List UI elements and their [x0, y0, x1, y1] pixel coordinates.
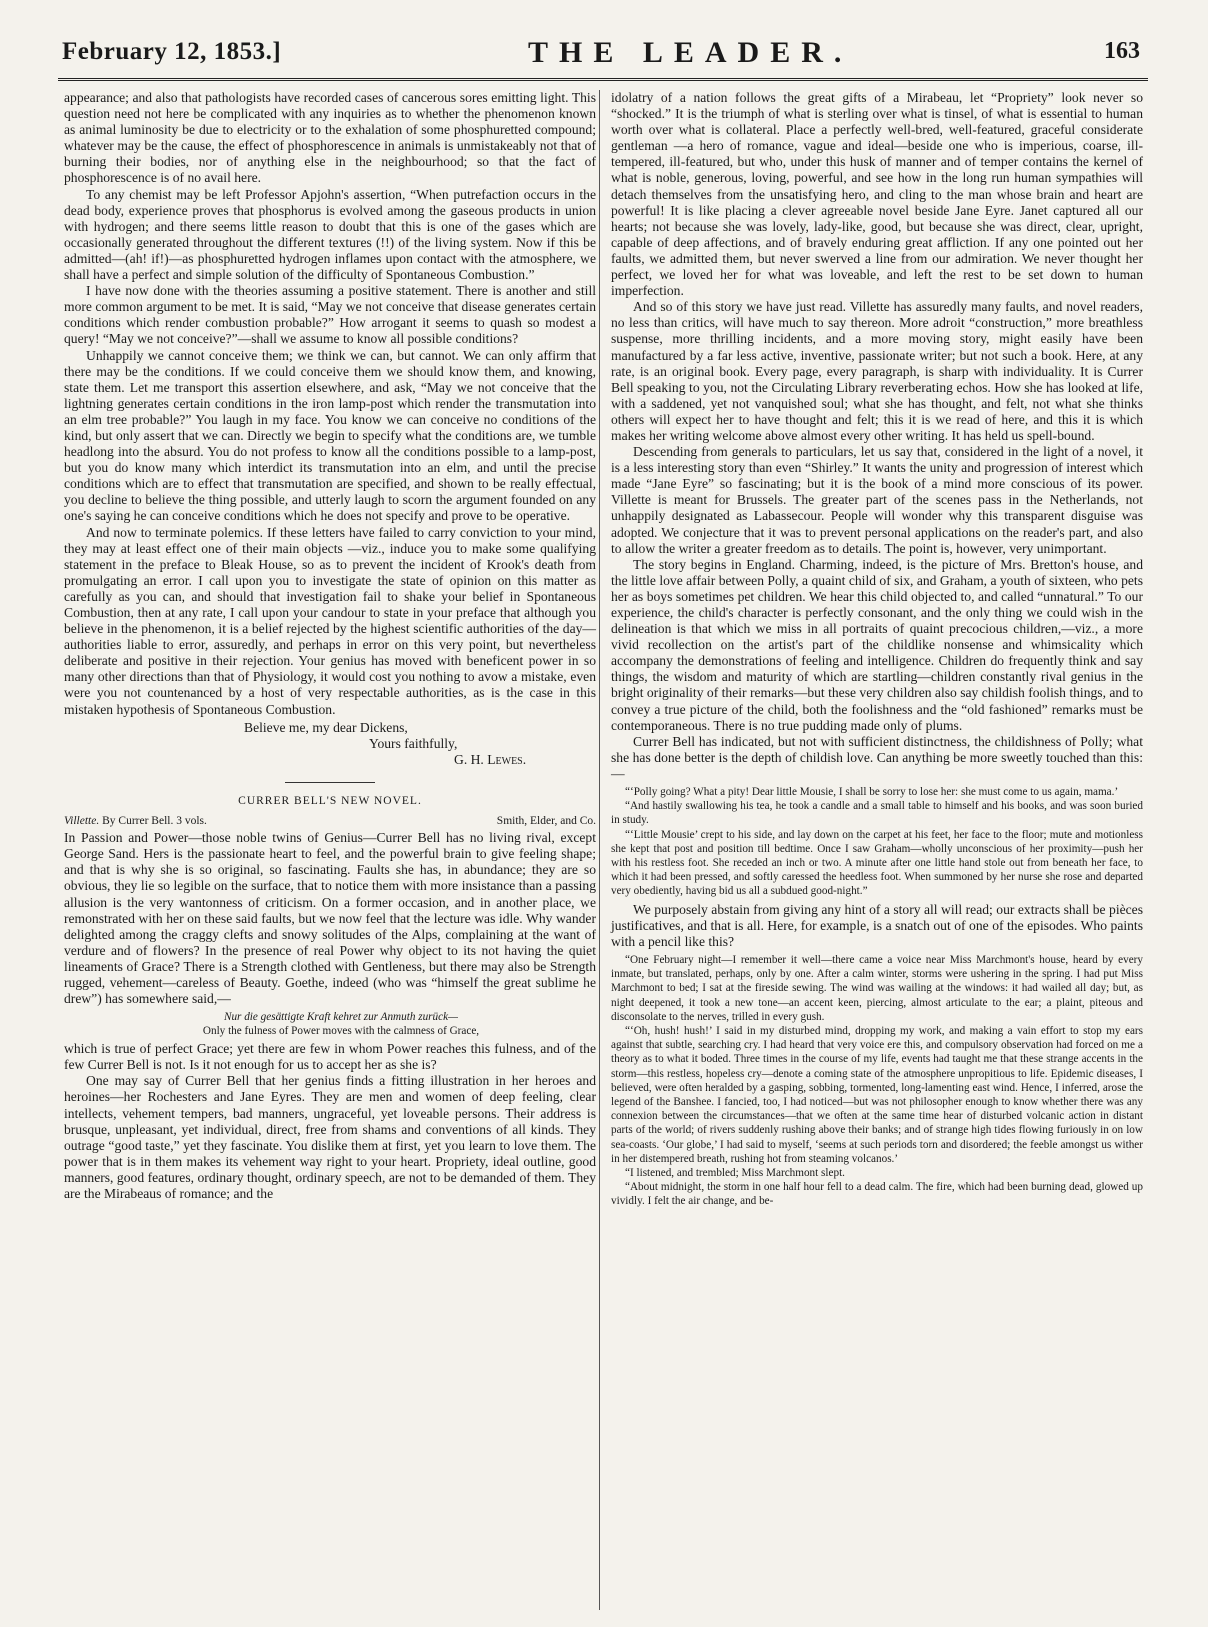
review-paragraph: Descending from generals to particulars, let us say that, considered in the light of a novel, it is a less interesting story than even “Shirley.” It wants the unity and progression of interest which made “Jane Eyre” so fascinating; but it is the book of a mind more conscious of its power. Villette is meant for Brussels. The greater part of the scenes pass in the Netherlands, not unhappily designated as Labassecour. People will wonder why this transparent disguise was adopted. We conjecture that it was to prevent personal applications on the reader's part, and also to allow the writer a greater freedom as to details. The point is, however, very unimportant. [611, 444, 1143, 556]
book-title: Villette. [64, 815, 100, 828]
masthead-rule [58, 78, 1148, 81]
review-paragraph: which is true of perfect Grace; yet there are few in whom Power reaches this fulness, and of the few Currer Bell is not. Is it not enough for us to accept her as she is? [64, 1041, 596, 1073]
left-column [64, 90, 596, 1202]
column-divider [599, 90, 600, 1610]
excerpt-paragraph: “‘Little Mousie’ crept to his side, and lay down on the carpet at his feet, her face to the floor; mute and motionless she kept that post and position till bedtime. Once I saw Graham—wholly unconscious of her proximity—push her with his restless foot. She receded an inch or two. A minute after one little hand stole out from beneath her face, to which it had been pressed, and softly caressed the heedless foot. When summoned by her nurse she rose and departed very obediently, having bid us all a subdued good-night.” [611, 828, 1143, 898]
excerpt-paragraph: “One February night—I remember it well—there came a voice near Miss Marchmont's house, heard by every inmate, but translated, perhaps, only by one. After a calm winter, storms were ushering in the spring. I had put Miss Marchmont to bed; I sat at the fireside sewing. The wind was wailing at the windows: it had wailed all day; but, as night deepened, it took a new tone—an accent keen, piercing, almost articulate to the ear; a plaint, piteous and disconsolate to the nerves, trilled in every gush. [611, 953, 1143, 1023]
review-paragraph: One may say of Currer Bell that her genius finds a fitting illustration in her heroes and heroines—her Rochesters and Jane Eyres. They are men and women of deep feeling, clear intellects, vehement tempers, bad manners, ungraceful, yet loveable persons. Their address is brusque, unpleasant, yet individual, direct, free from shams and conventions of all kinds. They outrage “good taste,” yet they fascinate. You dislike them at first, yet you learn to love them. The power that is in them makes its vehement way right to your heart. Propriety, ideal outline, good manners, good features, ordinary thought, ordinary speech, are not to be demanded of them. They are the Mirabeaus of romance; and the [64, 1073, 596, 1201]
publisher: Smith, Elder, and Co. [496, 815, 596, 828]
closing-line: Believe me, my dear Dickens, [244, 719, 408, 735]
review-paragraph: The story begins in England. Charming, indeed, is the picture of Mrs. Bretton's house, and the little love affair between Polly, a quaint child of six, and Graham, a youth of sixteen, who pets her as boys sometimes pet children. We hear this child objected to, and called “unnatural.” To our experience, the child's character is perfectly consonant, and the only thing we could wish in the delineation is that which we miss in all portraits of quaint precocious children,—viz., a more vivid recollection on the artist's part of the childlike nonsense and whimsicality which accompany the demonstrations of feeling and intelligence. Children do frequently think and say things, the wisdom and maturity of which are startling—children constantly rival genius in the bright originality of their remarks—but these very children also say childish foolish things, and to convey a true picture of the child, both the foolishness and the “old fashioned” remarks must be contemporaneous. There is no true pudding made only of plums. [611, 556, 1143, 733]
issue-date: February 12, 1853.] [62, 38, 282, 65]
excerpt-paragraph: “I listened, and trembled; Miss Marchmont slept. [625, 1166, 845, 1179]
book-info: By Currer Bell. 3 vols. [102, 815, 207, 828]
article-paragraph: Unhappily we cannot conceive them; we think we can, but cannot. We can only affirm that there may be the conditions. If we could conceive them we should know them, and knowing, state them. Let me transport this assertion elsewhere, and ask, “May we not conceive that the lightning generates certain conditions in the iron lamp-post which render the transmutation into an elm tree probable?” You laugh in my face. You know we can conceive no conditions of the kind, but only assert that we can. Directly we begin to specify what the conditions are, we tumble headlong into the absurd. You do not profess to know all the conditions possible to a lamp-post, but you do know many which interdict its transmutation into an elm, and until the precise conditions which are to effect that transmutation are specified, and shown to be really effectual, you decline to believe the thing possible, and utterly laugh to scorn the argument founded on any one's saying he can conceive conditions which he does not specify and prove to be operative. [64, 347, 596, 524]
excerpt-paragraph: “‘Oh, hush! hush!’ I said in my disturbed mind, dropping my work, and making a vain effort to stop my ears against that subtle, searching cry. I had heard that very voice ere this, and compulsory observation had forced on me a theory as to what it boded. Three times in the course of my life, events had taught me that these strange accents in the storm—this restless, hopeless cry—denote a coming state of the atmosphere unpropitious to life. Epidemic diseases, I believed, were often heralded by a gasping, sobbing, tormented, long-lamenting east wind. Hence, I inferred, arose the legend of the Banshee. I fancied, too, I had noticed—but was not philosopher enough to know whether there was any connexion between the circumstances—that we often at the same time hear of disturbed volcanic action in distant parts of the world; of rivers suddenly rushing above their banks; and of strange high tides flowing furiously in on low sea-coasts. ‘Our globe,’ I had said to myself, ‘seems at such periods torn and disordered; the feeble amongst us wither in her distempered breath, rushing hot from steaming volcanos.’ [611, 1024, 1143, 1165]
closing-line-2: Yours faithfully, [369, 735, 458, 751]
review-paragraph: idolatry of a nation follows the great gifts of a Mirabeau, let “Propriety” look never so “shocked.” It is the triumph of what is sterling over what is tinsel, of what is essential to human worth over what is collateral. Place a perfectly well-bred, well-featured, graceful considerate gentleman —a hero of romance, vague and ideal—beside one who is imperious, coarse, ill-tempered, ill-featured, but who, under this husk of manner and of temper contains the kernel of what is noble, generous, loving, powerful, and see how in the long run human sympathies will detach themselves from the unsatisfying hero, and cling to the man whose brain and heart are powerful! It is like placing a clever agreeable novel beside Jane Eyre. Janet captured all our hearts; not because she was lovely, lady-like, good, but because she was direct, clear, upright, capable of deep affections, and of bravely enduring great affliction. If any one pointed out her faults, we admitted them, but never swerved a line from our admiration. We never thought her perfect, we loved her for what was loveable, and left the rest to be set down to human imperfection. [611, 90, 1143, 299]
review-paragraph: And so of this story we have just read. Villette has assuredly many faults, and novel readers, no less than critics, will have much to say thereon. More adroit “construction,” more breathless suspense, more thrilling incidents, and a more moving story, might easily have been manufactured by a far less active, inventive, passionate writer; but not such a book. Here, at any rate, is an original book. Every page, every paragraph, is sharp with individuality. It is Currer Bell speaking to you, not the Circulating Library reverberating echos. How she has looked at life, with a saddened, yet not vanquished soul; what she has thought, and felt, not what she thinks others will expect her to have thought and felt; this it is we read of here, and this it is which makes her writing welcome above almost every other writing. It has held us spell-bound. [611, 299, 1143, 443]
letter-signoff [64, 720, 596, 768]
excerpt-paragraph: “About midnight, the storm in one half hour fell to a dead calm. The fire, which had been burning dead, glowed up vividly. I felt the air change, and be- [611, 1181, 1143, 1208]
review-paragraph: In Passion and Power—those noble twins of Genius—Currer Bell has no living rival, except George Sand. Hers is the passionate heart to feel, and the powerful brain to give feeling shape; and that is why she is so original, so fascinating. Faults she has, in abundance; they are so obvious, they lie so legible on the surface, that to notice them with more insistance than a passing allusion is the very wantonness of criticism. On a former occasion, and in another place, we remonstrated with her on these said faults, but we now feel that the lecture was idle. Why wander delighted among the craggy clefts and snowy solitudes of the Alps, complaining at the want of verdure and of flowers? In the presence of real Power why object to its not having the quiet lineaments of Grace? There is a Strength clothed with Gentleness, but there may also be Strength rugged, vehement—careless of Beauty. Goethe, indeed (who was “himself the great sublime he drew”) has somewhere said,— [64, 830, 596, 1007]
book-byline [64, 813, 596, 829]
review-paragraph: We purposely abstain from giving any hint of a story all will read; our extracts shall be pièces justificatives, and that is all. Here, for example, is a snatch out of one of the episodes. Who paints with a pencil like this? [611, 901, 1143, 949]
article-paragraph: appearance; and also that pathologists have recorded cases of cancerous sores emitting light. This question need not here be complicated with any inquiries as to whether the phenomenon known as animal luminosity be due to electricity or to the exhalation of some phosphuretted compound; whatever may be the cause, the effect of phosphorescence in animals is unmistakeably not that of burning their bodies, nor of anything else in the neighbourhood; so that the fact of phosphorescence is of no avail here. [64, 90, 596, 186]
article-paragraph: To any chemist may be left Professor Apjohn's assertion, “When putrefaction occurs in the dead body, experience proves that phosphorus is evolved among the gaseous products in union with hydrogen; and there seems little reason to doubt that this is one of the gases which are occasionally generated throughout the different textures (!!) of the living system. Now if this be admitted—(ah! if!)—as phosphuretted hydrogen inflames upon contact with the atmosphere, we shall have a perfect and simple solution of the difficulty of Spontaneous Combustion.” [64, 186, 596, 283]
verse-english: Only the fulness of Power moves with the calmness of Grace, [202, 1025, 480, 1038]
signature: G. H. Lewes. [454, 751, 527, 767]
article-paragraph: I have now done with the theories assuming a positive statement. There is another and still more common argument to be met. It is said, “May we not conceive that disease generates certain conditions which render combustion probable?” How arrogant it seems to quash so modest a query! “May we not conceive?”—shall we assume to know all possible conditions? [64, 283, 596, 347]
excerpt-paragraph: “And hastily swallowing his tea, he took a candle and a small table to himself and his books, and was soon buried in study. [611, 800, 1143, 827]
section-divider [285, 782, 375, 783]
article-paragraph: And now to terminate polemics. If these letters have failed to carry conviction to your mind, they may at least effect one of their main objects —viz., induce you to make some qualifying statement in the preface to Bleak House, so as to prevent the incident of Krook's death from promulgating an error. I call upon you to investigate the state of opinion on this matter as carefully as you can, and should that investigation fail to shake your belief in Spontaneous Combustion, then at any rate, I call upon your candour to state in your preface that although you believe in the phenomenon, it is a belief rejected by the highest scientific authorities of the day—authorities liable to error, assuredly, and perhaps in error on this very point, but nevertheless deliberate and positive in their rejection. Your genius has moved with beneficent power in so many other directions than that of Physiology, it would cost you nothing to avow a mistake, even were you not countenanced by a host of very respectable authorities, as is the case in this mistaken hypothesis of Spontaneous Combustion. [64, 524, 596, 717]
right-column [611, 90, 1143, 1209]
page-number: 163 [1104, 38, 1140, 64]
masthead [58, 34, 1148, 74]
newspaper-title: THE LEADER. [528, 36, 853, 69]
review-paragraph: Currer Bell has indicated, but not with sufficient distinctness, the childishness of Polly; what she has done better is the depth of childish love. Can anything be more sweetly touched than this:— [611, 733, 1143, 781]
section-title: CURRER BELL'S NEW NOVEL. [238, 794, 422, 807]
excerpt-paragraph: “‘Polly going? What a pity! Dear little Mousie, I shall be sorry to lose her: she must come to us again, mama.’ [625, 786, 1119, 799]
verse-german: Nur die gesättigte Kraft kehret zur Anmuth zurück— [224, 1011, 458, 1024]
